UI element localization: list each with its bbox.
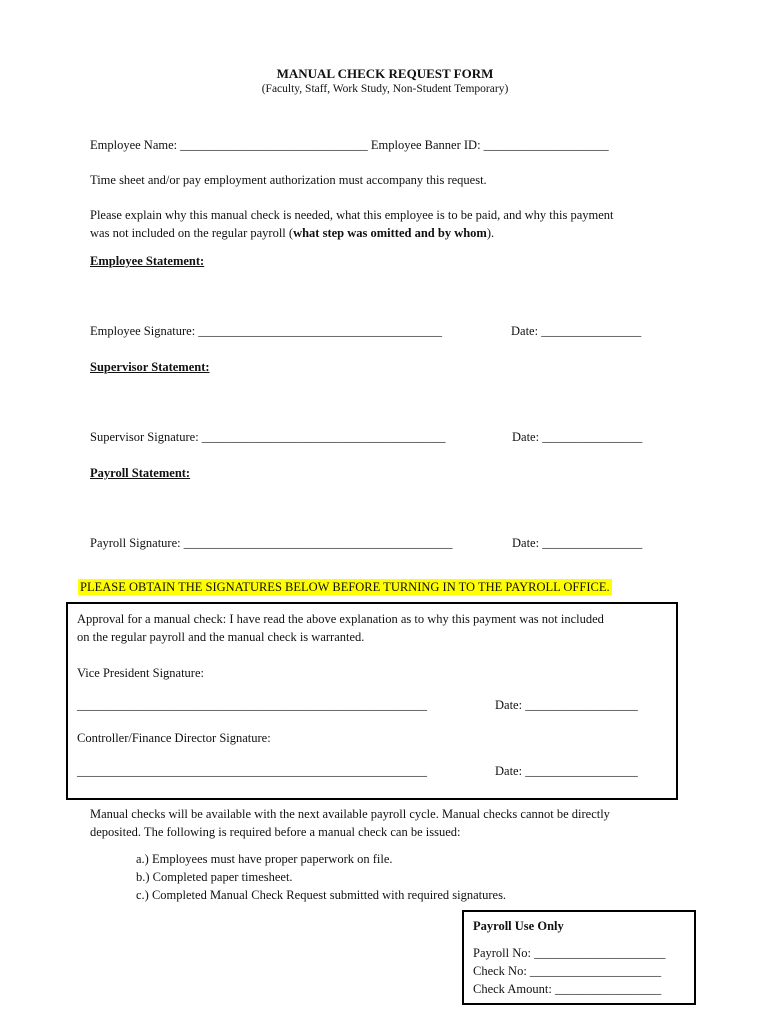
- explain-line-2-start: was not included on the regular payroll (: [90, 226, 294, 240]
- payroll-use-heading: Payroll Use Only: [473, 919, 564, 933]
- signature-notice-text: PLEASE OBTAIN THE SIGNATURES BELOW BEFORE TURNING IN TO THE PAYROLL OFFICE.: [80, 580, 610, 594]
- payroll-signature-line[interactable]: Payroll Signature: ___________________________________________: [90, 536, 453, 550]
- controller-date-line[interactable]: Date: __________________: [495, 764, 638, 778]
- requirements-list: [136, 852, 506, 906]
- controller-signature-line[interactable]: ________________________________________________________: [77, 764, 427, 778]
- list-item: a.) Employees must have proper paperwork on file.: [136, 852, 393, 866]
- explain-line-1: Please explain why this manual check is needed, what this employee is to be paid, and why this payment: [90, 208, 614, 222]
- employee-statement-heading: Employee Statement:: [90, 254, 205, 268]
- explain-line-2: [90, 226, 494, 241]
- employee-signature-line[interactable]: Employee Signature: _______________________________________: [90, 324, 443, 338]
- availability-line-2: deposited. The following is required before a manual check can be issued:: [90, 825, 461, 839]
- supervisor-statement-heading: Supervisor Statement:: [90, 360, 210, 374]
- payroll-statement-heading: Payroll Statement:: [90, 466, 191, 480]
- supervisor-signature-line[interactable]: Supervisor Signature: _______________________________________: [90, 430, 446, 444]
- explain-line-2-bold: what step was omitted and by whom: [293, 226, 487, 240]
- availability-line-1: Manual checks will be available with the next available payroll cycle. Manual checks cannot be directly: [90, 807, 610, 821]
- form-title: MANUAL CHECK REQUEST FORM: [276, 66, 494, 81]
- controller-signature-label: Controller/Finance Director Signature:: [77, 731, 271, 745]
- payroll-use-box: [462, 910, 696, 1005]
- check-no-line[interactable]: Check No: _____________________: [473, 964, 662, 978]
- approval-line-1: Approval for a manual check: I have read the above explanation as to why this payment was not included: [77, 612, 604, 626]
- payroll-no-line[interactable]: Payroll No: _____________________: [473, 946, 666, 960]
- approval-box: [66, 602, 678, 800]
- signature-notice: [78, 580, 612, 595]
- approval-line-2: on the regular payroll and the manual check is warranted.: [77, 630, 365, 644]
- form-subtitle: (Faculty, Staff, Work Study, Non-Student Temporary): [261, 83, 509, 95]
- explain-line-2-end: ).: [486, 226, 495, 240]
- payroll-date-line[interactable]: Date: ________________: [512, 536, 643, 550]
- employee-date-line[interactable]: Date: ________________: [511, 324, 642, 338]
- timesheet-note: Time sheet and/or pay employment authorization must accompany this request.: [90, 173, 487, 187]
- vp-signature-label: Vice President Signature:: [77, 666, 204, 680]
- vp-date-line[interactable]: Date: __________________: [495, 698, 638, 712]
- list-item: c.) Completed Manual Check Request submitted with required signatures.: [136, 888, 507, 902]
- supervisor-date-line[interactable]: Date: ________________: [512, 430, 643, 444]
- check-amount-line[interactable]: Check Amount: _________________: [473, 982, 662, 996]
- list-item: b.) Completed paper timesheet.: [136, 870, 293, 884]
- vp-signature-line[interactable]: ________________________________________________________: [77, 698, 427, 712]
- employee-name-id-line[interactable]: Employee Name: ______________________________ Employee Banner ID: ____________________: [90, 138, 609, 152]
